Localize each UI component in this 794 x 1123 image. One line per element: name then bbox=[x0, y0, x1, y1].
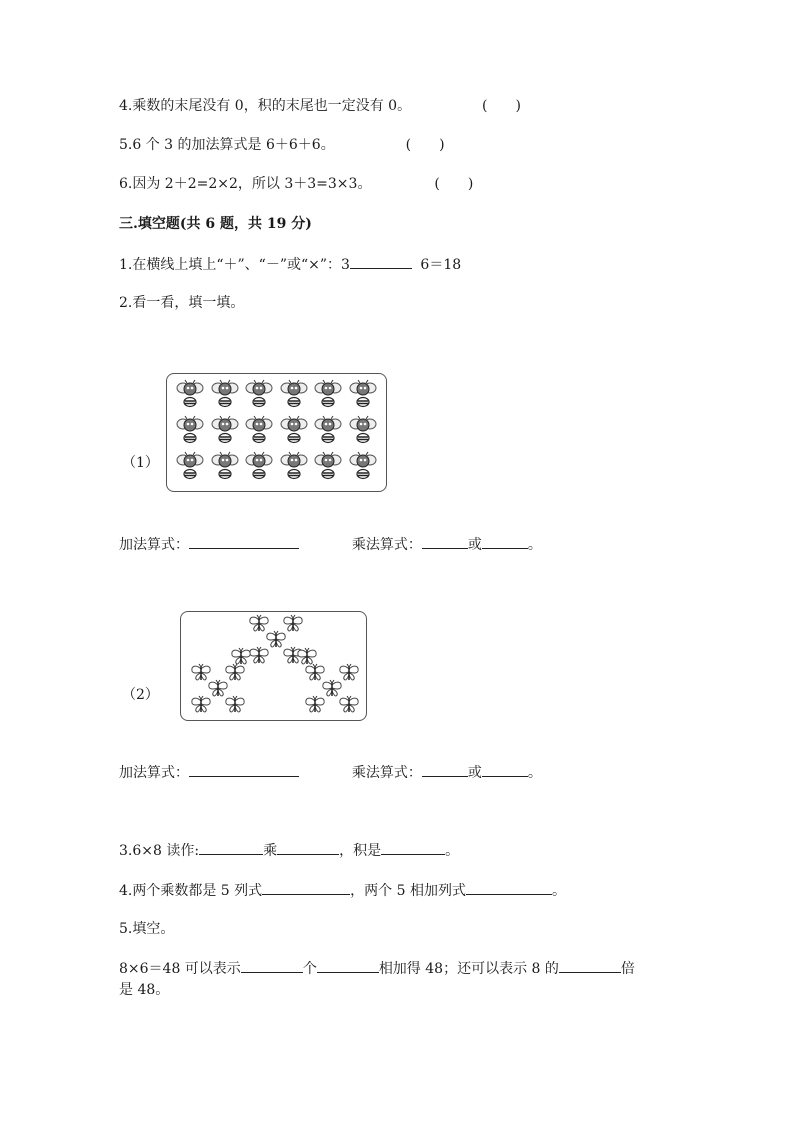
addition-blank[interactable] bbox=[189, 762, 299, 777]
answer-blank[interactable] bbox=[350, 254, 412, 269]
answer-parentheses[interactable]: ( ) bbox=[481, 98, 521, 114]
fill-question-1: 1.在横线上填上“＋”、“－”或“×”：3 6＝18 bbox=[119, 254, 461, 275]
bee-icon bbox=[350, 415, 376, 445]
butterfly-icon bbox=[338, 696, 360, 714]
bee-icon bbox=[315, 415, 341, 445]
butterfly-icon bbox=[190, 696, 212, 714]
bee-icon bbox=[315, 379, 341, 409]
fill-question-5-line2: 是 48。 bbox=[119, 982, 170, 998]
answer-blank[interactable] bbox=[559, 958, 621, 973]
multiplication-blank[interactable] bbox=[482, 534, 528, 549]
answer-blank[interactable] bbox=[317, 958, 379, 973]
judge-question-5: 5.6 个 3 的加法算式是 6＋6＋6。 ( ) bbox=[119, 137, 445, 153]
fig2-answer-line: 加法算式： 乘法算式： 或 。 bbox=[119, 762, 542, 783]
bee-icon bbox=[281, 451, 307, 481]
answer-blank[interactable] bbox=[381, 840, 445, 855]
fill-question-5-line1: 8×6＝48 可以表示 个 相加得 48；还可以表示 8 的 倍 bbox=[119, 958, 635, 979]
bee-icon bbox=[350, 451, 376, 481]
butterfly-icon bbox=[296, 648, 318, 666]
bee-icon bbox=[177, 451, 203, 481]
bee-icon bbox=[212, 415, 238, 445]
figure-1-label: （1） bbox=[122, 455, 159, 471]
answer-parentheses[interactable]: ( ) bbox=[434, 176, 474, 192]
bee-icon bbox=[212, 379, 238, 409]
section-title: 三.填空题(共 6 题，共 19 分) bbox=[119, 216, 312, 232]
fig1-answer-line: 加法算式： 乘法算式： 或 。 bbox=[119, 534, 542, 555]
bee-icon bbox=[246, 415, 272, 445]
answer-blank[interactable] bbox=[277, 840, 339, 855]
fill-question-2: 2.看一看，填一填。 bbox=[119, 295, 245, 311]
bee-icon bbox=[177, 379, 203, 409]
bee-icon bbox=[212, 451, 238, 481]
multiplication-blank[interactable] bbox=[482, 762, 528, 777]
judge-question-4: 4.乘数的末尾没有 0，积的末尾也一定没有 0。 ( ) bbox=[119, 98, 521, 114]
fill-question-5: 5.填空。 bbox=[119, 921, 175, 937]
bee-icon bbox=[350, 379, 376, 409]
butterfly-icon bbox=[230, 648, 252, 666]
answer-blank[interactable] bbox=[241, 958, 303, 973]
bee-icon bbox=[177, 415, 203, 445]
bee-icon bbox=[246, 379, 272, 409]
multiplication-blank[interactable] bbox=[422, 534, 468, 549]
answer-blank[interactable] bbox=[466, 880, 552, 895]
butterfly-icon bbox=[224, 696, 246, 714]
fill-question-4: 4.两个乘数都是 5 列式 ，两个 5 相加列式 。 bbox=[119, 880, 566, 901]
answer-blank[interactable] bbox=[262, 880, 350, 895]
answer-blank[interactable] bbox=[199, 840, 263, 855]
answer-parentheses[interactable]: ( ) bbox=[405, 137, 445, 153]
bee-icon bbox=[281, 415, 307, 445]
figure-2-label: （2） bbox=[122, 687, 159, 703]
bee-icon bbox=[246, 451, 272, 481]
bee-icon bbox=[281, 379, 307, 409]
addition-blank[interactable] bbox=[189, 534, 299, 549]
bee-icon bbox=[315, 451, 341, 481]
multiplication-blank[interactable] bbox=[422, 762, 468, 777]
fill-question-3: 3.6×8 读作: 乘 ，积是 。 bbox=[119, 840, 459, 861]
judge-question-6: 6.因为 2＋2=2×2，所以 3＋3=3×3。 ( ) bbox=[119, 176, 474, 192]
butterfly-icon bbox=[304, 696, 326, 714]
